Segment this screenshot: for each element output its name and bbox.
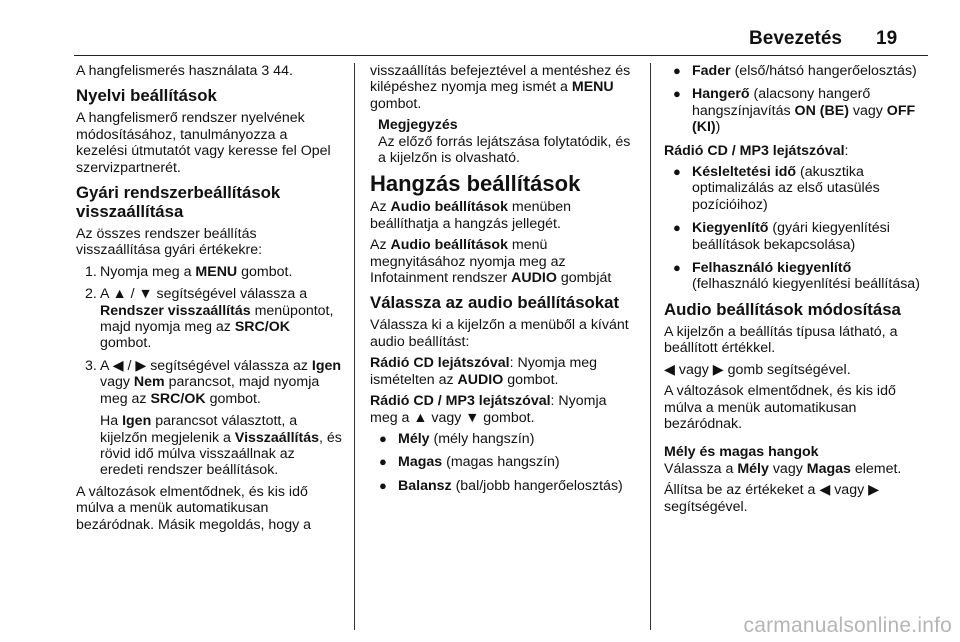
header-rule	[74, 55, 928, 56]
paragraph-arrows: ◀ vagy ▶ gomb segítségével.	[664, 361, 851, 378]
paragraph-continued: visszaállítás befejeztével a mentéshez és kilépéshez nyomja meg ismét a MENU gombot.	[370, 63, 631, 112]
list-item: ● Hangerő (alacsony hangerő hangszínjavítás ON (BE) vagy OFF (KI))	[673, 86, 916, 136]
paragraph-factory-reset: Az összes rendszer beállítás visszaállítása gyári értékekre:	[76, 226, 263, 259]
paragraph-timeout: A változások elmentődnek, és kis idő múlva a menük automatikusan bezáródnak. Másik megoldás, hogy a	[76, 483, 312, 533]
heading-modify-audio: Audio beállítások módosítása	[664, 299, 901, 319]
column-middle	[370, 63, 632, 633]
bullet-icon: ●	[673, 164, 681, 180]
bullet-icon: ●	[673, 220, 681, 236]
paragraph-select: Válassza a Mély vagy Magas elemet.	[664, 460, 902, 477]
list-item: ● Balansz (bal/jobb hangerőelosztás)	[379, 477, 623, 494]
paragraph-set-values: Állítsa be az értékeket a ◀ vagy ▶ segítségével.	[664, 482, 880, 515]
paragraph-sound-2: Az Audio beállítások menü megnyitásához nyomja meg az Infotainment rendszer AUDIO gombját	[370, 237, 612, 287]
column-divider-left	[354, 63, 355, 630]
page-header	[0, 0, 960, 60]
paragraph-timeout-right: A változások elmentődnek, és kis idő múlva a menük automatikusan bezáródnak.	[664, 383, 896, 432]
list-item: ● Kiegyenlítő (gyári kiegyenlítési beállítások bekapcsolása)	[673, 220, 890, 253]
note-title: Megjegyzés	[378, 117, 458, 134]
paragraph-choose-audio: Válassza ki a kijelzőn a menüből a kívánt audio beállítást:	[370, 317, 629, 350]
heading-choose-audio: Válassza az audio beállításokat	[370, 293, 620, 313]
list-item: ● Mély (mély hangszín)	[379, 430, 535, 447]
heading-bass-treble: Mély és magas hangok	[664, 444, 819, 461]
paragraph-mp3-label: Rádió CD / MP3 lejátszóval:	[664, 142, 849, 159]
intro-paragraph: A hangfelismerés használata 3 44.	[76, 63, 293, 79]
column-left	[76, 63, 342, 633]
bullet-icon: ●	[379, 477, 387, 493]
reset-steps-list	[76, 264, 342, 479]
column-divider-right	[650, 63, 651, 630]
paragraph-sound-1: Az Audio beállítások menüben beállíthatja a hangzás jellegét.	[370, 199, 572, 232]
heading-language-settings: Nyelvi beállítások	[76, 86, 217, 106]
bullet-icon: ●	[673, 63, 681, 78]
bullet-icon: ●	[379, 430, 387, 446]
page-title: Bevezetés	[749, 28, 842, 49]
paragraph-modify: A kijelzőn a beállítás típusa látható, a beállított értékkel.	[664, 323, 898, 357]
list-item: 1. Nyomja meg a MENU gombot.	[85, 263, 293, 280]
list-item-note: Ha Igen parancsot választott, a kijelzőn megjelenik a Visszaállítás, és rövid idő múlva visszaállnak az eredeti rendszer beállítások.	[100, 413, 342, 479]
list-item: ● Felhasználó kiegyenlítő (felhasználó kiegyenlítési beállítása)	[673, 260, 920, 293]
paragraph-radio-mp3: Rádió CD / MP3 lejátszóval: Nyomja meg a ▲ vagy ▼ gombot.	[370, 393, 607, 426]
watermark: carmanualsonline.info	[743, 614, 952, 637]
paragraph-language: A hangfelismerő rendszer nyelvének módosításához, tanulmányozza a kezelési útmutatót vagy keresse fel Opel szervizpartnerét.	[76, 110, 331, 176]
heading-factory-reset: Gyári rendszerbeállítások visszaállítása	[76, 183, 281, 222]
paragraph-radio-cd: Rádió CD lejátszóval: Nyomja meg ismételten az AUDIO gombot.	[370, 355, 598, 388]
bullet-icon: ●	[673, 86, 681, 102]
list-item: ● Késleltetési idő (akusztika optimalizálás az első utasülés pozícióihoz)	[673, 164, 880, 213]
list-item: ● Magas (magas hangszín)	[379, 454, 560, 471]
list-item: 2. A ▲ / ▼ segítségével válassza a Rendszer visszaállítás menüpontot, majd nyomja meg az SRC/OK gombot.	[85, 286, 334, 352]
bullet-icon: ●	[673, 260, 681, 276]
note-box	[370, 117, 632, 166]
page-reference-link[interactable]: 3 44.	[261, 63, 293, 79]
list-item: 3. A ◀ / ▶ segítségével válassza az Igen vagy Nem parancsot, majd nyomja meg az SRC/OK gombot.	[85, 357, 342, 407]
bullet-icon: ●	[379, 454, 387, 470]
list-item: ● Fader (első/hátsó hangerőelosztás)	[673, 63, 917, 79]
page-number: 19	[876, 28, 898, 49]
heading-sound-settings: Hangzás beállítások	[370, 171, 581, 197]
note-text: Az előző forrás lejátszása folytatódik, és a kijelzőn is olvasható.	[378, 133, 631, 167]
column-right	[664, 63, 930, 633]
